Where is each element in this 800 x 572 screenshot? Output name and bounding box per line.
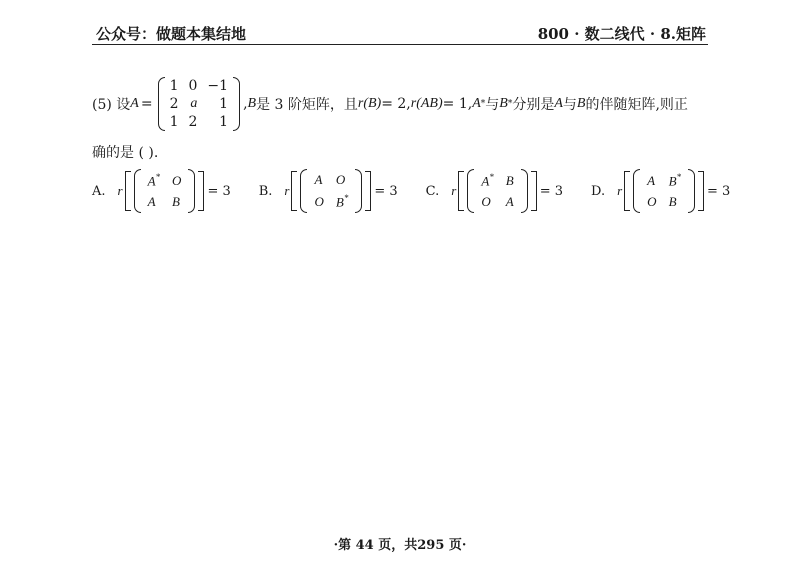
option-a[interactable] — [92, 169, 231, 213]
matrix-cell: O — [314, 193, 324, 209]
star-mark: * — [489, 171, 494, 182]
right-bracket — [531, 171, 537, 211]
matrix-cell: O — [481, 193, 491, 209]
matrix-cell: B — [668, 193, 677, 209]
question-text: 是 3 阶矩阵，且 — [256, 97, 358, 113]
page-header — [92, 22, 708, 45]
matrix-cell: B — [505, 172, 514, 188]
rank-ab: r(AB) — [410, 96, 443, 111]
matrix-row — [165, 77, 233, 95]
matrix-cell: −1 — [207, 78, 229, 94]
question-text: 的伴随矩阵,则正 — [585, 97, 688, 113]
block-matrix — [633, 169, 695, 213]
question-text: 与 — [562, 97, 577, 113]
star-mark: * — [507, 99, 513, 109]
matrix-cell: a — [190, 96, 198, 111]
option-equals: = 3 — [539, 183, 564, 199]
left-bracket — [458, 171, 464, 211]
matrix-a-symbol: A — [130, 96, 139, 111]
matrix-cell: A* — [147, 171, 161, 189]
right-paren — [233, 77, 240, 131]
block-matrix-table — [307, 169, 355, 213]
option-letter: B. — [258, 183, 273, 199]
right-bracket — [365, 171, 371, 211]
matrix-row — [143, 171, 187, 190]
left-paren — [300, 169, 307, 213]
matrix-row — [642, 171, 686, 190]
left-paren — [158, 77, 165, 131]
rank-symbol: r — [617, 183, 623, 198]
block-matrix — [300, 169, 362, 213]
matrix-cell: A — [647, 172, 656, 188]
matrix-cell: 1 — [169, 78, 179, 94]
left-bracket — [291, 171, 297, 211]
right-bracket — [198, 171, 204, 211]
matrix-cell: A — [505, 193, 514, 209]
block-matrix-table — [474, 169, 520, 213]
matrix-cell: A* — [481, 171, 494, 189]
star-mark: * — [155, 171, 161, 182]
question-text: , — [243, 96, 248, 112]
matrix-cell: B* — [335, 192, 349, 210]
block-matrix-table — [640, 169, 688, 213]
option-b[interactable] — [259, 169, 398, 213]
block-matrix-table — [141, 169, 189, 213]
option-d[interactable] — [591, 169, 730, 213]
matrix-cell: B* — [668, 171, 682, 189]
matrix-row — [642, 192, 686, 211]
left-bracket — [125, 171, 131, 211]
option-letter: D. — [591, 183, 606, 199]
option-equals: = 3 — [207, 183, 231, 199]
matrix-a-table — [165, 77, 233, 131]
matrix-cell: 1 — [219, 96, 229, 112]
matrix-row — [476, 192, 518, 211]
matrix-row — [165, 113, 233, 131]
matrix-cell: B — [172, 193, 180, 209]
option-letter: C. — [425, 183, 440, 199]
matrix-cell: O — [172, 172, 182, 188]
question-prefix: (5) 设 — [92, 97, 131, 113]
matrix-row — [476, 171, 518, 190]
right-bracket — [698, 171, 704, 211]
left-paren — [134, 169, 141, 213]
rank-symbol: r — [284, 183, 290, 198]
matrix-cell: 2 — [169, 96, 179, 112]
block-matrix — [134, 169, 196, 213]
matrix-row — [309, 171, 353, 190]
matrix-cell: 1 — [219, 114, 229, 130]
option-equals: = 3 — [707, 183, 731, 199]
b-star-symbol: B — [499, 96, 508, 111]
question-text: = 1, — [442, 96, 473, 112]
matrix-cell: A — [147, 193, 156, 209]
option-c[interactable] — [426, 169, 563, 213]
star-mark: * — [480, 99, 486, 109]
right-paren — [521, 169, 528, 213]
block-matrix — [467, 169, 527, 213]
a-symbol: A — [554, 96, 563, 111]
left-paren — [633, 169, 640, 213]
header-left-text: 公众号：做题本集结地 — [96, 25, 247, 43]
left-bracket — [624, 171, 630, 211]
option-letter: A. — [92, 183, 106, 199]
matrix-cell: O — [647, 193, 657, 209]
question-line-1 — [92, 78, 722, 130]
matrix-cell: A — [314, 172, 323, 188]
matrix-cell: 1 — [169, 114, 179, 130]
rank-b: r(B) — [357, 96, 382, 111]
question-text: 与 — [485, 97, 500, 113]
star-mark: * — [676, 171, 682, 182]
left-paren — [467, 169, 474, 213]
matrix-row — [143, 192, 187, 211]
matrix-cell: 2 — [188, 114, 198, 130]
matrix-cell: O — [335, 172, 346, 188]
equals-sign: = — [140, 96, 153, 112]
header-right-text: 800 · 数二线代 · 8.矩阵 — [537, 25, 706, 43]
a-star-symbol: A — [472, 96, 481, 111]
star-mark: * — [343, 192, 349, 203]
question-text: 分别是 — [512, 97, 555, 113]
question-text: = 2, — [381, 96, 411, 112]
rank-symbol: r — [451, 183, 457, 198]
rank-symbol: r — [117, 183, 123, 198]
option-equals: = 3 — [374, 183, 398, 199]
b-symbol: B — [576, 96, 586, 111]
matrix-a — [158, 77, 240, 131]
question-line-2: 确的是 ( ). — [92, 145, 159, 161]
right-paren — [688, 169, 695, 213]
matrix-b-symbol: B — [247, 96, 257, 111]
right-paren — [188, 169, 195, 213]
matrix-row — [165, 95, 233, 113]
matrix-cell: 0 — [188, 78, 198, 94]
page-footer: ·第 44 页，共295 页· — [333, 538, 467, 553]
answer-options — [92, 170, 758, 212]
right-paren — [355, 169, 362, 213]
matrix-row — [309, 192, 353, 211]
